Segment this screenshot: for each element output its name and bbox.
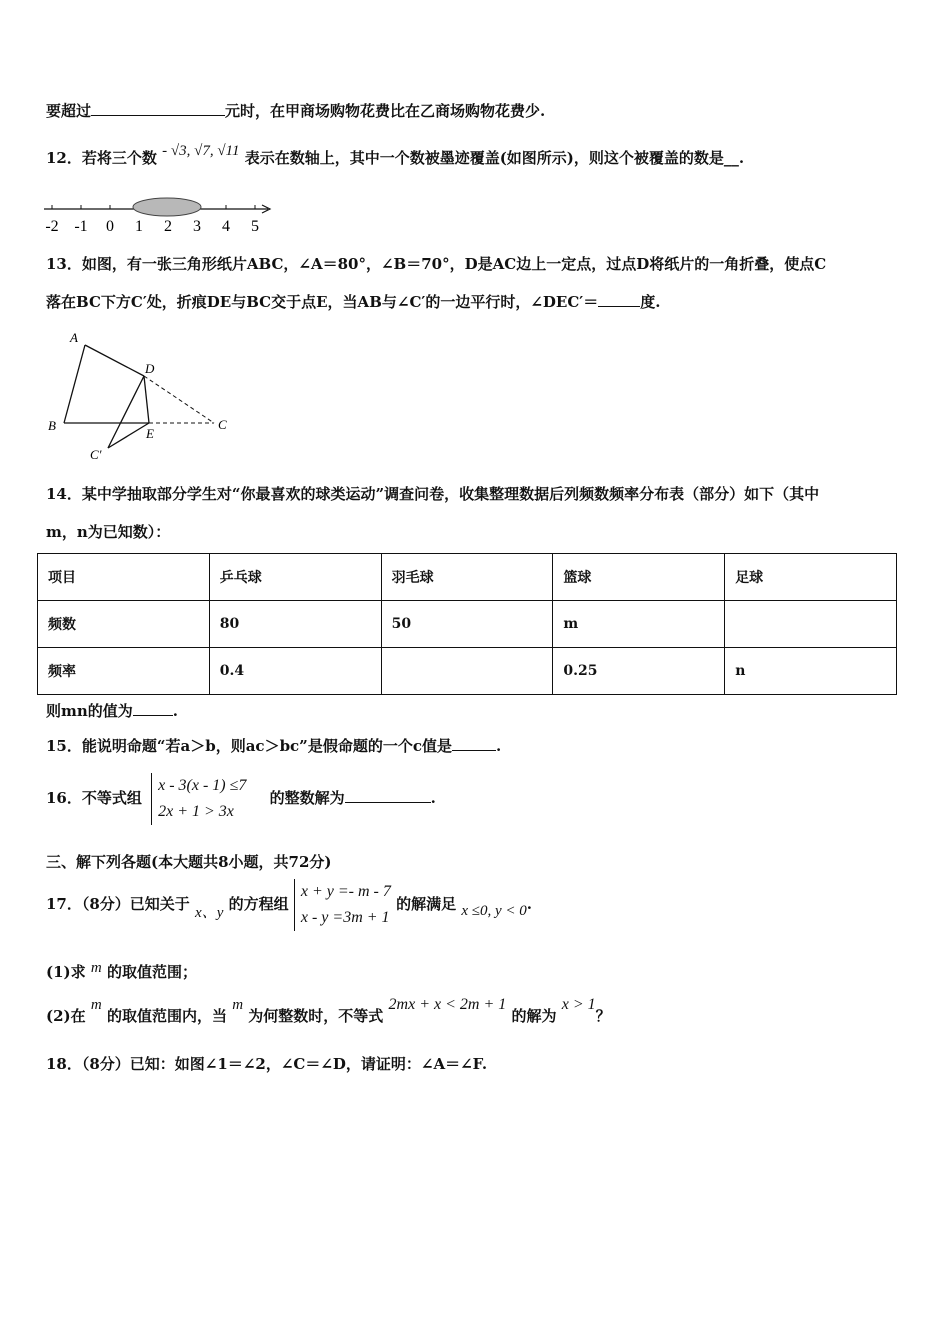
q17-text2: 的解满足 [396,895,457,913]
equation-system [294,879,391,931]
q17-vars: x、y [195,905,224,921]
question-17 [46,876,532,932]
label-b: B [48,418,56,433]
p2-qmark: ？ [595,1007,611,1025]
q17-lead: 17．（8分）已知关于 [46,895,190,913]
question-18: 18．（8分）已知：如图∠1＝∠2，∠C＝∠D，请证明：∠A＝∠F. [46,1055,488,1073]
question-14-line2: m，n为已知数）： [46,523,171,541]
answer-blank[interactable] [133,701,173,716]
q13-tail: 度. [640,293,661,311]
question-17-part1 [46,962,197,983]
p2-lead: (2)在 [46,1007,86,1025]
tick-label: -2 [45,218,59,235]
table-cell: 篮球 [553,554,725,601]
p2-text: 的取值范围内，当 [106,1007,227,1025]
question-16 [46,770,436,826]
q12-text: 表示在数轴上，其中一个数被墨迹覆盖(如图所示)，则这个被覆盖的数是__. [244,149,745,167]
frequency-table [37,553,897,695]
q14-tail-text: 则mn的值为 [46,702,133,720]
q17-condition: x ≤0, y < 0 [461,903,527,919]
q13-text: 落在BC下方C′处，折痕DE与BC交于点E，当AB与∠C′的一边平行时，∠DEC′＝ [46,293,599,311]
p1-var: m [90,960,102,976]
ink-blot [133,198,201,216]
q15-text: 15．能说明命题“若a＞b，则ac＞bc”是假命题的一个c值是 [46,737,452,755]
label-a: A [70,330,78,345]
table-cell: n [725,648,897,695]
tick-label: 5 [251,218,259,235]
segment-de [144,376,149,423]
q17-text: 的方程组 [228,895,289,913]
segment-ad [85,345,144,376]
p2-var: m [90,997,102,1013]
table-row [38,601,897,648]
question-13-line1: 13．如图，有一张三角形纸片ABC，∠A＝80°，∠B＝70°，D是AC边上一定点，过点D将纸片的一角折叠，使点C [46,255,827,273]
table-cell: 0.4 [209,648,381,695]
table-cell: 频数 [38,601,210,648]
q12-lead: 12．若将三个数 [46,149,157,167]
q11-suffix: 元时，在甲商场购物花费比在乙商场购物花费少. [225,102,546,120]
question-15 [46,736,501,756]
q14-tail-dot: . [172,702,179,720]
table-cell: 羽毛球 [381,554,553,601]
label-c-prime: C′ [90,447,102,462]
answer-blank[interactable] [452,736,496,751]
inequality-system [151,773,246,825]
question-13-line2 [46,292,660,312]
table-header-row [38,554,897,601]
table-cell: m [553,601,725,648]
table-cell: 频率 [38,648,210,695]
question-17-part2 [46,996,611,1027]
p2-inequality: 2mx + x < 2m + 1 [388,996,507,1013]
table-cell: 项目 [38,554,210,601]
q16-lead: 16．不等式组 [46,789,142,807]
tick-label: -1 [74,218,88,235]
p2-var2: m [232,997,244,1013]
table-cell [725,601,897,648]
tick-label: 3 [193,218,201,235]
p2-solution: x > 1 [561,996,596,1013]
tick-label: 2 [164,218,172,235]
q12-numbers: - √3, √7, √11 [162,143,240,159]
table-cell: 50 [381,601,553,648]
dashed-dc [144,376,214,423]
inequality-1: x - 3(x - 1) ≤7 [158,777,247,794]
question-14-tail [46,701,178,721]
triangle-figure [44,328,244,468]
tick-label: 1 [135,218,143,235]
table-cell: 0.25 [553,648,725,695]
table-row [38,648,897,695]
segment-ab [64,345,85,423]
label-d: D [145,361,155,376]
table-cell: 足球 [725,554,897,601]
table-cell: 乒乓球 [209,554,381,601]
q17-dot: . [526,895,533,913]
q16-dot: . [430,789,436,807]
p2-text2: 为何整数时，不等式 [248,1007,384,1025]
label-e: E [146,426,154,441]
q11-tail [46,101,545,121]
table-cell: 80 [209,601,381,648]
p1-text: 的取值范围； [106,963,197,981]
equation-1: x + y =- m - 7 [300,883,391,900]
inequality-2: 2x + 1 > 3x [158,803,234,820]
question-12 [46,143,745,169]
q15-dot: . [495,737,502,755]
tick-label: 0 [106,218,114,235]
table-cell [381,648,553,695]
answer-blank[interactable] [91,101,225,116]
answer-blank[interactable] [598,292,640,307]
section-heading: 三、解下列各题(本大题共8小题，共72分) [46,853,332,871]
answer-blank[interactable] [345,788,431,803]
p2-text3: 的解为 [511,1007,557,1025]
number-line-figure [40,196,280,238]
q16-text: 的整数解为 [269,789,345,807]
tick-label: 4 [222,218,230,235]
label-c: C [218,417,227,432]
equation-2: x - y =3m + 1 [300,909,390,926]
q11-prefix: 要超过 [46,102,92,120]
question-14-line1: 14．某中学抽取部分学生对“你最喜欢的球类运动”调查问卷，收集整理数据后列频数频率分布表（部分）如下（其中 [46,485,820,503]
p1-lead: (1)求 [46,963,86,981]
